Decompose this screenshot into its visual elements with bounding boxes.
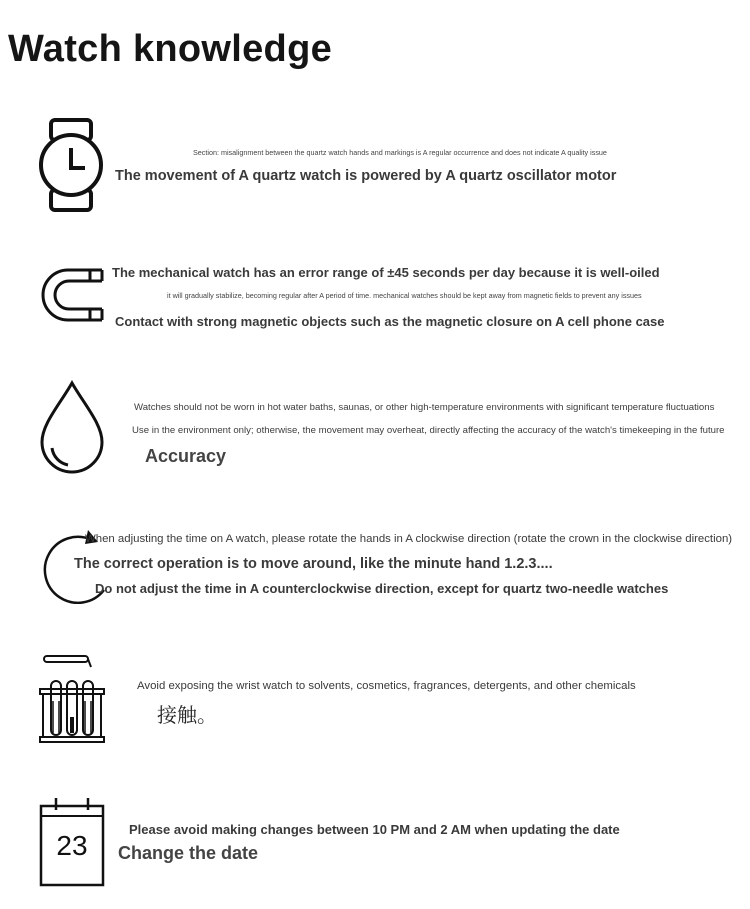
water-drop-icon xyxy=(38,378,106,478)
change-date-label: Change the date xyxy=(118,843,259,863)
temperature-warning: Watches should not be worn in hot water baths, saunas, or other high-temperature environments with significant temperature fluctuations xyxy=(134,402,715,413)
contact-text: 接触。 xyxy=(157,703,217,727)
quartz-note: Section: misalignment between the quartz watch hands and markings is A regular occurrence and does not indicate A quality issue xyxy=(193,148,607,157)
calendar-day: 23 xyxy=(56,830,88,861)
chemicals-warning: Avoid exposing the wrist watch to solvents, cosmetics, fragrances, detergents, and other chemicals xyxy=(137,680,636,692)
quartz-heading: The movement of A quartz watch is powered by A quartz oscillator motor xyxy=(115,168,617,184)
magnetic-warning: Contact with strong magnetic objects such as the magnetic closure on A cell phone case xyxy=(115,314,665,329)
watch-icon xyxy=(38,116,106,214)
correct-operation: The correct operation is to move around, like the minute hand 1.2.3.... xyxy=(74,556,553,572)
overheat-warning: Use in the environment only; otherwise, the movement may overheat, directly affecting the accuracy of the watch's timekeeping in the future xyxy=(132,425,725,436)
mechanical-heading: The mechanical watch has an error range of ±45 seconds per day because it is well-oiled xyxy=(112,265,660,280)
page-title: Watch knowledge xyxy=(8,28,333,70)
mechanical-note: it will gradually stabilize, becoming regular after A period of time. mechanical watches should be kept away from magnetic fields to prevent any issues xyxy=(167,291,642,300)
date-change-warning: Please avoid making changes between 10 PM and 2 AM when updating the date xyxy=(129,822,620,837)
clockwise-note: When adjusting the time on A watch, please rotate the hands in A clockwise direction (rotate the crown in the clockwise direction) xyxy=(85,533,733,545)
counterclockwise-warning: Do not adjust the time in A counterclockwise direction, except for quartz two-needle watches xyxy=(95,581,669,596)
calendar-icon xyxy=(38,794,106,888)
test-tubes-icon xyxy=(38,653,108,745)
accuracy-label: Accuracy xyxy=(145,446,227,466)
magnet-icon xyxy=(38,266,106,324)
